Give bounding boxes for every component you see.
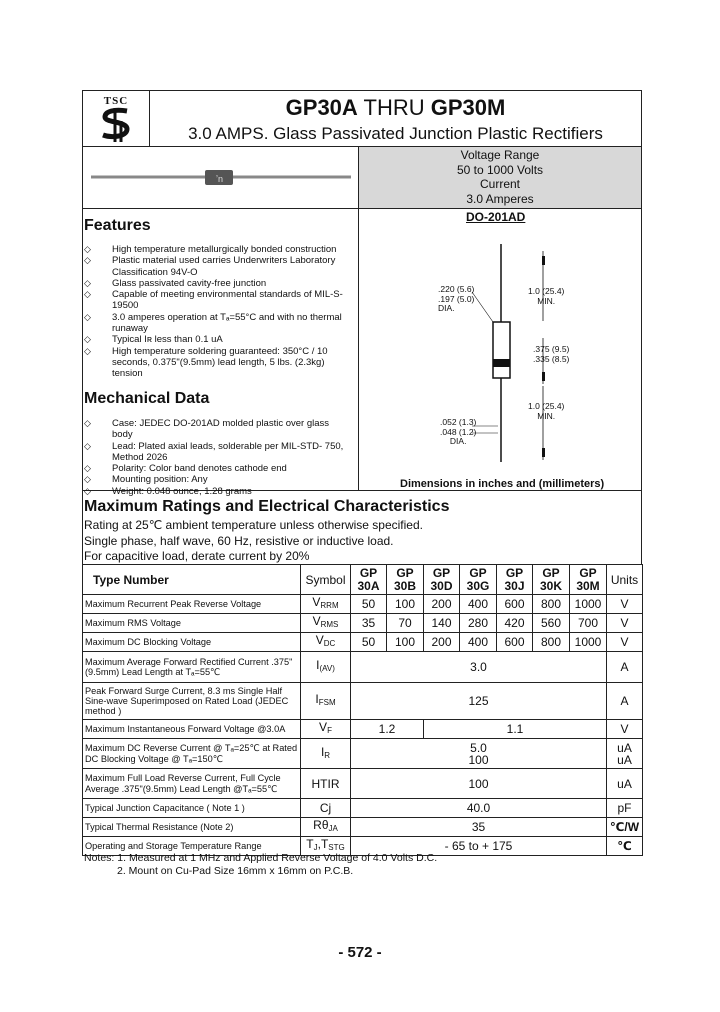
title-part-1: GP30A — [285, 95, 358, 120]
sym-main: V — [312, 595, 321, 609]
features-title: Features — [84, 217, 151, 234]
sym-sub: (AV) — [319, 664, 335, 673]
row-symbol — [301, 739, 351, 769]
part-bot: 30M — [576, 578, 600, 593]
sym-main: V — [315, 633, 324, 647]
sym-sub: RMS — [320, 620, 339, 629]
svg-text:ʼn: ʼn — [216, 174, 224, 184]
sym-sub: DC — [323, 639, 336, 648]
row-symbol — [301, 633, 351, 652]
table-row — [83, 595, 643, 614]
table-row — [83, 720, 643, 739]
summary-line-2: 50 to 1000 Volts — [456, 162, 544, 177]
part-header — [497, 565, 533, 595]
cell-value: 100 — [351, 769, 607, 799]
sym-sub: J — [313, 843, 318, 852]
table-row — [83, 633, 643, 652]
table-row — [83, 683, 643, 720]
part-bot: 30D — [430, 578, 453, 593]
header-title-box — [150, 90, 642, 147]
cell-value: 560 — [533, 614, 570, 633]
list-item — [84, 418, 344, 441]
list-item — [84, 463, 344, 474]
mechanical-text: Weight: 0.048 ounce, 1.28 grams — [112, 485, 252, 497]
cell-value: 800 — [533, 595, 570, 614]
bullet-icon: ◇ — [84, 463, 91, 474]
title-part-2: GP30M — [430, 95, 506, 120]
mechanical-title: Mechanical Data — [84, 390, 210, 407]
feature-text: Capable of meeting environmental standards of MIL-S-19500 — [112, 289, 343, 312]
cell-value: 3.0 — [351, 652, 607, 683]
dim-body-len-text: .375 (9.5) .335 (8.5) — [533, 344, 570, 364]
cell-value: 70 — [387, 614, 424, 633]
part-top: GP — [396, 565, 414, 580]
bullet-icon: ◇ — [84, 244, 91, 254]
page-title — [150, 95, 641, 121]
part-top: GP — [542, 565, 560, 580]
bullet-icon: ◇ — [84, 345, 91, 356]
diode-image-box — [82, 147, 359, 209]
feature-text: Glass passivated cavity-free junction — [112, 277, 267, 289]
table-row — [83, 799, 643, 818]
list-item — [84, 289, 344, 312]
package-outline-drawing — [360, 226, 640, 476]
table-row — [83, 652, 643, 683]
row-symbol: HTIR — [301, 769, 351, 799]
symbol-header: Symbol — [301, 565, 351, 595]
row-desc: Peak Forward Surge Current, 8.3 ms Single Half Sine-wave Superimposed on Rated Load (JEDEC method ) — [83, 683, 301, 720]
cell-value: 1.2 — [351, 720, 424, 739]
sym-main: V — [319, 720, 328, 734]
part-top: GP — [579, 565, 597, 580]
logo-text: TSC — [103, 95, 129, 107]
table-row — [83, 769, 643, 799]
bullet-icon: ◇ — [84, 485, 91, 496]
cell-value: 200 — [424, 595, 460, 614]
cell-value: 35 — [351, 818, 607, 837]
unit-line-2: uA — [617, 752, 632, 767]
cell-unit: V — [607, 614, 643, 633]
summary-line-4: 3.0 Amperes — [466, 191, 534, 206]
cell-unit: uA — [607, 769, 643, 799]
cell-value: 125 — [351, 683, 607, 720]
list-item — [84, 346, 344, 380]
cell-value: - 65 to + 175 — [351, 837, 607, 856]
feature-text: High temperature soldering guaranteed: 350°C / 10 seconds, 0.375"(9.5mm) lead length, 5 lbs. (2.3kg) tension — [112, 345, 328, 380]
row-desc: Maximum Instantaneous Forward Voltage @3.0A — [83, 720, 301, 739]
dim-body-dia — [438, 285, 474, 314]
value-line-2: 100 — [468, 752, 489, 767]
cell-value: 200 — [424, 633, 460, 652]
row-symbol — [301, 818, 351, 837]
part-top: GP — [432, 565, 451, 580]
list-item — [84, 312, 344, 335]
summary-line-3: Current — [479, 177, 520, 191]
ratings-line-2: Single phase, half wave, 60 Hz, resistive or inductive load. — [84, 534, 394, 548]
dim-lead-bot-text: 1.0 (25.4) MIN. — [528, 401, 565, 421]
cell-value: 600 — [497, 595, 533, 614]
part-header — [460, 565, 497, 595]
cell-value: 1000 — [570, 633, 607, 652]
dim-lead-top-text: 1.0 (25.4) MIN. — [528, 286, 565, 306]
ratings-line-1: Rating at 25℃ ambient temperature unless otherwise specified. — [84, 518, 423, 532]
list-item — [84, 278, 344, 289]
sym-main: I — [316, 658, 320, 672]
bullet-icon: ◇ — [84, 440, 91, 451]
bullet-icon: ◇ — [84, 289, 91, 300]
note-line-2: 2. Mount on Cu-Pad Size 16mm x 16mm on P.C.B. — [117, 864, 354, 877]
table-header-row — [83, 565, 643, 595]
mechanical-text: Lead: Plated axial leads, solderable per MIL-STD- 750, Method 2026 — [112, 440, 344, 463]
sym-main: Rθ — [313, 818, 329, 832]
part-top: GP — [359, 565, 378, 580]
table-row — [83, 739, 643, 769]
cell-unit: ℃/W — [607, 818, 643, 837]
row-desc: Typical Junction Capacitance ( Note 1 ) — [83, 799, 301, 818]
cell-unit: ℃ — [607, 837, 643, 856]
dim-lead-dia — [440, 418, 476, 447]
sym-sub: JA — [328, 824, 338, 833]
part-header — [533, 565, 570, 595]
cell-unit: V — [607, 720, 643, 739]
features-list — [84, 244, 344, 380]
page-number: - 572 - — [338, 944, 382, 961]
part-bot: 30J — [504, 578, 525, 593]
mechanical-text: Polarity: Color band denotes cathode end — [112, 463, 287, 475]
dim-body-len — [533, 345, 569, 364]
cell-unit: V — [607, 595, 643, 614]
mechanical-text: Case: JEDEC DO-201AD molded plastic over glass body — [112, 418, 330, 441]
ratings-title: Maximum Ratings and Electrical Characteristics — [84, 498, 450, 515]
cell-unit: A — [607, 683, 643, 720]
row-symbol — [301, 614, 351, 633]
list-item — [84, 255, 344, 278]
dim-lead-bot — [528, 402, 564, 421]
feature-text: 3.0 amperes operation at Tₐ=55°C and with no thermal runaway — [112, 311, 342, 335]
tsc-logo-icon — [97, 107, 137, 143]
part-top: GP — [469, 565, 487, 580]
cell-value: 600 — [497, 633, 533, 652]
sym-main: T — [306, 837, 314, 851]
row-desc: Maximum Full Load Reverse Current, Full Cycle Average .375"(9.5mm) Lead Length @Tₐ=55℃ — [83, 769, 301, 799]
bullet-icon: ◇ — [84, 277, 91, 288]
sym-main: I — [320, 744, 325, 759]
row-symbol — [301, 720, 351, 739]
cell-value — [351, 739, 607, 769]
feature-text: High temperature metallurgically bonded construction — [112, 244, 337, 255]
cell-value: 400 — [460, 633, 497, 652]
mechanical-text: Mounting position: Any — [112, 474, 208, 486]
notes — [84, 852, 437, 877]
unit-line-1: uA — [617, 740, 632, 755]
sym-sub: R — [324, 750, 331, 760]
cell-value: 1000 — [570, 595, 607, 614]
units-header: Units — [607, 565, 643, 595]
row-desc: Maximum DC Reverse Current @ Tₐ=25℃ at Rated DC Blocking Voltage @ Tₐ=150℃ — [83, 739, 301, 769]
cell-value: 700 — [570, 614, 607, 633]
part-header — [387, 565, 424, 595]
sym-sub: F — [327, 726, 332, 735]
ratings-table — [82, 564, 643, 856]
page-subtitle: 3.0 AMPS. Glass Passivated Junction Plastic Rectifiers — [188, 124, 603, 143]
part-bot: 30K — [539, 578, 562, 593]
row-symbol — [301, 652, 351, 683]
part-bot: 30G — [466, 578, 490, 593]
sym-main-2: ,T — [317, 837, 329, 851]
cell-unit: pF — [607, 799, 643, 818]
cell-value: 100 — [387, 633, 424, 652]
summary-line-1: Voltage Range — [460, 148, 540, 162]
cell-unit: V — [607, 633, 643, 652]
bullet-icon: ◇ — [84, 334, 91, 345]
dimensions-note: Dimensions in inches and (millimeters) — [400, 478, 605, 490]
dim-lead-dia-text: .052 (1.3) .048 (1.2) DIA. — [440, 417, 477, 446]
cell-unit: A — [607, 652, 643, 683]
row-symbol — [301, 683, 351, 720]
cell-value: 280 — [460, 614, 497, 633]
part-header — [424, 565, 460, 595]
table-row — [83, 818, 643, 837]
feature-text: Typical Iʀ less than 0.1 uA — [112, 334, 223, 346]
summary-box — [359, 147, 642, 209]
cell-value: 50 — [351, 595, 387, 614]
cell-value: 50 — [351, 633, 387, 652]
row-desc: Maximum Recurrent Peak Reverse Voltage — [83, 595, 301, 614]
part-top: GP — [505, 565, 524, 580]
mechanical-list — [84, 418, 344, 497]
part-header — [351, 565, 387, 595]
logo-box — [82, 90, 150, 147]
sym-main: V — [312, 614, 321, 628]
bullet-icon: ◇ — [84, 418, 91, 428]
cell-value: 400 — [460, 595, 497, 614]
list-item — [84, 474, 344, 485]
part-bot: 30A — [357, 578, 380, 593]
bullet-icon: ◇ — [84, 255, 91, 266]
ratings-line-3: For capacitive load, derate current by 20% — [84, 549, 310, 563]
row-desc: Operating and Storage Temperature Range — [83, 837, 301, 856]
part-bot: 30B — [393, 578, 416, 593]
row-desc: Maximum DC Blocking Voltage — [83, 633, 301, 652]
row-desc: Maximum RMS Voltage — [83, 614, 301, 633]
package-name: DO-201AD — [466, 210, 526, 224]
dim-body-dia-text: .220 (5.6) .197 (5.0) DIA. — [438, 284, 475, 313]
sym-sub: RRM — [320, 601, 339, 610]
title-thru: THRU — [357, 95, 431, 120]
sym-sub-2: STG — [328, 843, 345, 852]
value-line-1: 5.0 — [470, 740, 487, 755]
sym-sub: FSM — [318, 698, 336, 707]
cell-value: 420 — [497, 614, 533, 633]
row-desc: Maximum Average Forward Rectified Current .375"(9.5mm) Lead Length at Tₐ=55℃ — [83, 652, 301, 683]
bullet-icon: ◇ — [84, 311, 91, 322]
cell-value: 800 — [533, 633, 570, 652]
cell-value: 1.1 — [424, 720, 607, 739]
type-number-header: Type Number — [83, 565, 301, 595]
table-row — [83, 614, 643, 633]
cell-value: 35 — [351, 614, 387, 633]
list-item — [84, 244, 344, 255]
cell-value: 140 — [424, 614, 460, 633]
row-symbol — [301, 595, 351, 614]
list-item — [84, 441, 344, 464]
bullet-icon: ◇ — [84, 474, 91, 485]
dim-lead-top — [528, 287, 564, 306]
feature-text: Plastic material used carries Underwriters Laboratory Classification 94V-O — [112, 255, 336, 278]
part-header — [570, 565, 607, 595]
note-line-1: Notes: 1. Measured at 1 MHz and Applied Reverse Voltage of 4.0 Volts D.C. — [84, 852, 438, 864]
row-symbol: Cj — [301, 799, 351, 818]
cell-value: 100 — [387, 595, 424, 614]
row-desc: Typical Thermal Resistance (Note 2) — [83, 818, 301, 837]
cell-value: 40.0 — [351, 799, 607, 818]
cell-unit — [607, 739, 643, 769]
diode-illustration — [83, 147, 360, 209]
sym-main: I — [315, 692, 319, 706]
list-item — [84, 334, 344, 345]
